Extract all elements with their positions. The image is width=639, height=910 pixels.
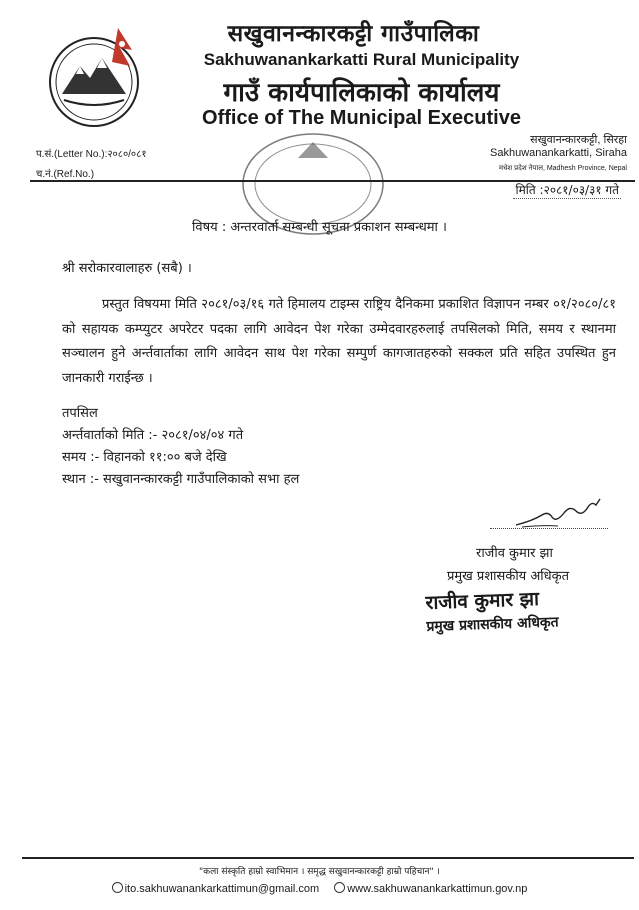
footer-contact: [0, 882, 639, 895]
footer-motto: "कला संस्कृति हाम्रो स्वाभिमान । समृद्ध सखुवानन्कारकट्टी हाम्रो पहिचान" ।: [199, 867, 440, 877]
details-section: [62, 403, 299, 491]
letter-number: प.सं.(Letter No.):२०८०/०८१: [36, 149, 147, 160]
stamp-title: प्रमुख प्रशासकीय अधिकृत: [426, 614, 559, 635]
signature-line: [490, 528, 608, 529]
email-address: ito.sakhuwanankarkattimun@gmail.com: [124, 883, 320, 895]
website-contact[interactable]: [334, 883, 527, 895]
handwritten-signature: [512, 493, 604, 533]
website-url: www.sakhuwanankarkattimun.gov.np: [347, 883, 528, 895]
office-name-english: Office of The Municipal Executive: [202, 107, 521, 129]
signatory-title: प्रमुख प्रशासकीय अधिकृत: [447, 569, 570, 584]
province-line: मधेश प्रदेश नेपाल, Madhesh Province, Nepal: [498, 165, 627, 172]
address-nepali: सखुवानन्कारकट्टी, सिरहा: [530, 134, 627, 146]
letter-date: मिति :२०८१/०३/३१ गते: [515, 183, 619, 197]
municipality-name-english: Sakhuwanankarkatti Rural Municipality: [203, 50, 520, 69]
email-contact[interactable]: [112, 883, 320, 895]
globe-icon: [334, 882, 345, 893]
municipality-name-nepali: सखुवानन्कारकट्टी गाउँपालिका: [227, 21, 480, 47]
email-icon: [112, 882, 123, 893]
letter-subject: विषय : अन्तरवार्ता सम्बन्धी सूचना प्रकाशन सम्बन्धमा ।: [192, 220, 447, 235]
name-stamp: [425, 583, 597, 643]
office-name-nepali: गाउँ कार्यपालिकाको कार्यालय: [223, 78, 500, 108]
interview-time: समय :- विहानको ११:०० बजे देखि: [62, 450, 227, 465]
footer-divider: [22, 857, 634, 859]
interview-venue: स्थान :- सखुवानन्कारकट्टी गाउँपालिकाको सभा हल: [62, 472, 300, 487]
stamp-name: राजीव कुमार झा: [425, 588, 540, 614]
reference-number: च.नं.(Ref.No.): [36, 169, 95, 180]
interview-date: अर्न्तवार्ताको मिति :- २०८१/०४/०४ गते: [62, 428, 244, 443]
address-english: Sakhuwanankarkatti, Siraha: [490, 147, 627, 159]
details-heading: तपसिल: [62, 406, 98, 421]
letter-salutation: श्री सरोकारवालाहरु (सबै) ।: [62, 261, 192, 276]
letter-body: प्रस्तुत विषयमा मिति २०८१/०३/१६ गते हिमालय टाइम्स राष्ट्रिय दैनिकमा प्रकाशित विज्ञापन नम्बर ०१/२०८०/८१ को सहायक कम्प्युटर अपरेटर पदका लागि आवेदन पेश गरेका उम्मेदवारहरुलाई तपसिलको मिति, समय र स्थानमा सञ्चालन हुने अर्न्तवार्ताका लागि आवेदन साथ पेश गरेका सम्पुर्ण कागजातहरुको सक्कल प्रति सहित उपस्थित हुन जानकारी गराईन्छ ।: [62, 297, 616, 386]
signatory-name: राजीव कुमार झा: [476, 546, 553, 561]
